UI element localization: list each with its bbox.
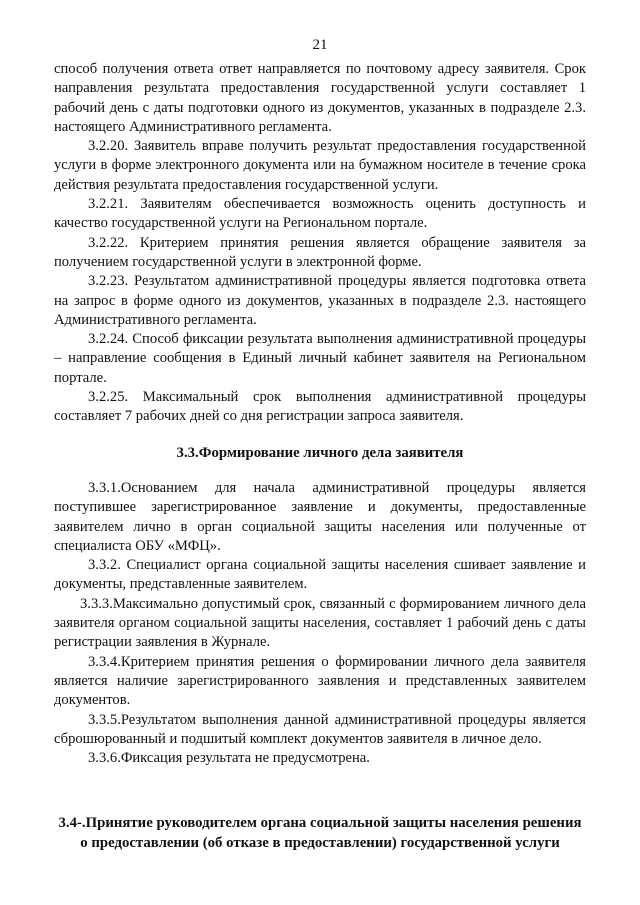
- paragraph-3-2-23: 3.2.23. Результатом административной процедуры является подготовка ответа на запрос в форме одного из документов, указанных в подразделе 2.3. настоящего Административного регламента.: [54, 273, 586, 328]
- document-body: [54, 60, 586, 853]
- paragraph-3-3-4: 3.3.4.Критерием принятия решения о формировании личного дела заявителя является наличие зарегистрированного заявления и представленных заявителем документов.: [54, 653, 586, 709]
- paragraph-3-2-22: 3.2.22. Критерием принятия решения является обращение заявителя за получением государственной услуги в электронной форме.: [54, 234, 586, 270]
- page-number: 21: [312, 37, 328, 53]
- paragraph-3-2-21: 3.2.21. Заявителям обеспечивается возможность оценить доступность и качество государственной услуги на Региональном портале.: [54, 196, 586, 232]
- section-heading-3-3: 3.3.Формирование личного дела заявителя: [176, 444, 464, 461]
- paragraph-3-3-6: 3.3.6.Фиксация результата не предусмотрена.: [88, 750, 370, 767]
- paragraph-3-2-25: 3.2.25. Максимальный срок выполнения административной процедуры составляет 7 рабочих дней со дня регистрации запроса заявителя.: [54, 389, 586, 425]
- paragraph-3-3-3: 3.3.3.Максимально допустимый срок, связанный с формированием личного дела заявителя органом социальной защиты населения, составляет 1 рабочий день с даты регистрации заявления в Журнале.: [54, 595, 586, 651]
- paragraph-3-2-20: 3.2.20. Заявитель вправе получить результат предоставления государственной услуги в форме электронного документа или на бумажном носителе в течение срока действия результата предоставления государственной услуги.: [54, 138, 586, 193]
- paragraph-3-2-24: 3.2.24. Способ фиксации результата выполнения административной процедуры – направление сообщения в Единый личный кабинет заявителя на Региональном портале.: [54, 331, 586, 386]
- paragraph-continuation: способ получения ответа ответ направляется по почтовому адресу заявителя. Срок направления результата предоставления государственной услуги составляет 1 рабочий день с даты подготовки одного из документов, указанных в подразделе 2.3. настоящего Административного регламента.: [54, 61, 586, 135]
- section-heading-3-4: 3.4-.Принятие руководителем органа социальной защиты населения решения о предоставлении (об отказе в предоставлении) государственной услуги: [58, 815, 582, 851]
- paragraph-3-3-5: 3.3.5.Результатом выполнения данной административной процедуры является сброшюрованный и подшитый комплект документов заявителя в личное дело.: [54, 711, 586, 747]
- paragraph-3-3-1: 3.3.1.Основанием для начала административной процедуры является поступившее зарегистрированное заявление и документы, предоставленные заявителем лично в орган социальной защиты населения или полученные от специалиста ОБУ «МФЦ».: [54, 479, 586, 554]
- paragraph-3-3-2: 3.3.2. Специалист органа социальной защиты населения сшивает заявление и документы, представленные заявителем.: [54, 557, 586, 593]
